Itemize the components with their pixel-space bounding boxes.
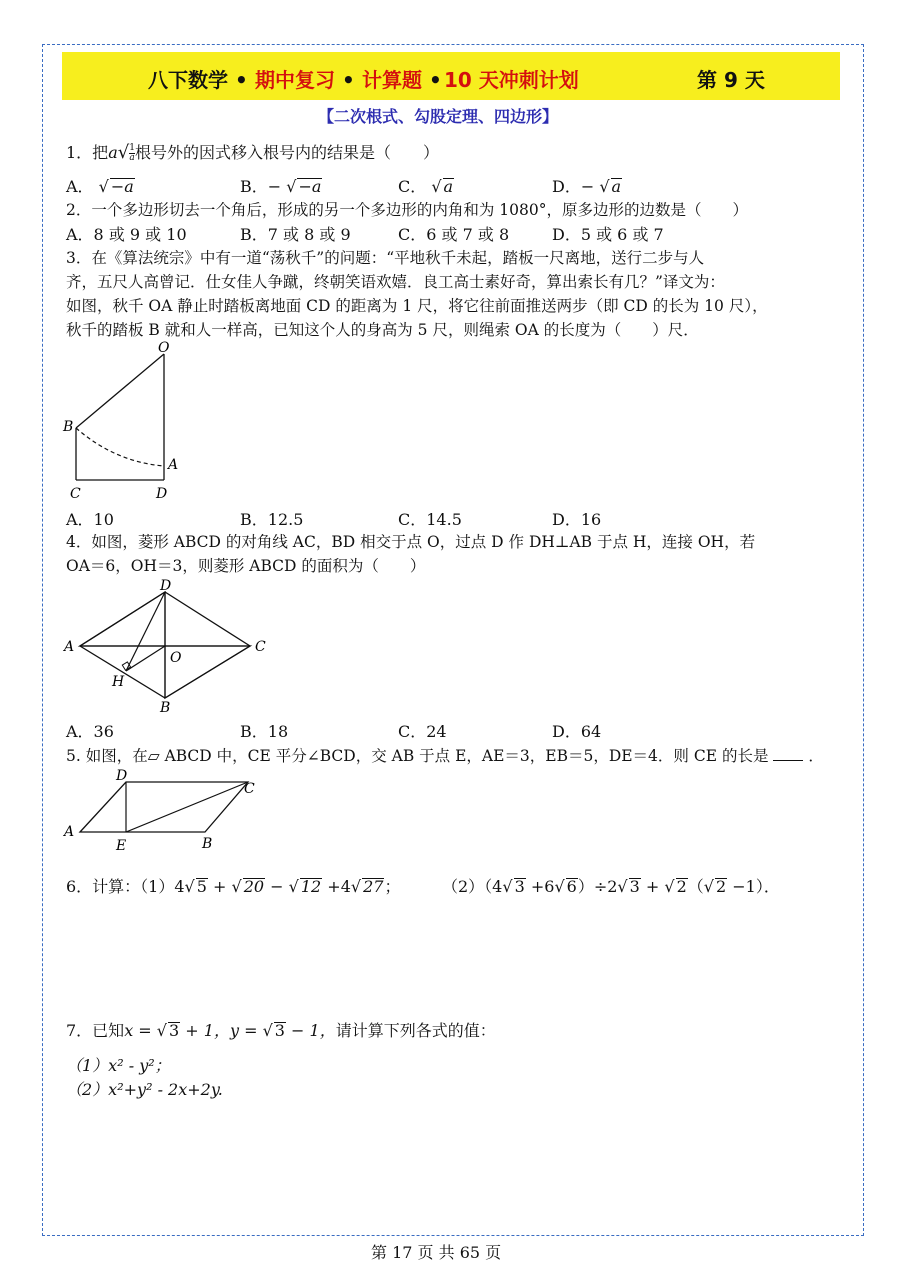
header-part4: 10 天冲刺计划 <box>444 68 579 92</box>
q1-option-c: C． √ a <box>398 177 454 196</box>
q1-option-a: A． √ −a <box>66 177 134 196</box>
q5-answer-blank[interactable] <box>773 760 803 761</box>
q3-line-3: 如图，秋千 OA 静止时踏板离地面 CD 的距离为 1 尺，将它往前面推送两步（即 CD 的长为 10 尺）， <box>66 297 768 315</box>
q3-option-a: A．10 <box>66 510 114 529</box>
label-c: C <box>244 781 255 797</box>
q4-line-2: OA＝6，OH＝3，则菱形 ABCD 的面积为（ ） <box>66 557 426 575</box>
q5-stem: 5. 如图，在▱ ABCD 中，CE 平分∠BCD，交 AB 于点 E，AE＝3，EB＝5，DE＝4．则 CE 的长是 ． <box>66 747 824 765</box>
q4-option-d: D．64 <box>552 722 602 741</box>
label-b: B <box>202 836 213 852</box>
q5-parallelogram-figure <box>60 766 270 856</box>
label-h: H <box>112 674 125 690</box>
q2-option-d: D．5 或 6 或 7 <box>552 225 664 244</box>
rope-ob <box>76 354 164 428</box>
label-d: D <box>116 768 128 784</box>
q3-option-b: B．12.5 <box>240 510 304 529</box>
label-b: B <box>160 700 171 716</box>
q1-fraction: $\frac{1}{a}$ <box>129 143 135 163</box>
header-subtitle: 【二次根式、勾股定理、四边形】 <box>318 107 559 126</box>
q3-swing-figure <box>60 336 190 506</box>
q7-sub1: （1）x² - y²； <box>66 1056 171 1075</box>
q3-line-4: 秋千的踏板 B 就和人一样高，已知这个人的身高为 5 尺，则绳索 OA 的长度为（ ）尺． <box>66 321 699 339</box>
page-footer: 第 17 页 共 65 页 <box>371 1243 502 1262</box>
q4-rhombus-figure <box>60 576 280 716</box>
label-d: D <box>156 486 168 502</box>
label-o: O <box>158 340 170 356</box>
segment-ce <box>126 782 248 832</box>
q4-option-a: A．36 <box>66 722 114 741</box>
q6-part1: 6．计算：（1）4√ 5 + √ 20 − √ 12 +4√ 27； <box>66 877 401 896</box>
q3-line-2: 齐，五尺人高曾记．仕女佳人争蹴，终朝笑语欢嬉．良工高士素好奇，算出索长有几？”译文为： <box>66 273 725 291</box>
q3-option-d: D．16 <box>552 510 602 529</box>
q1-option-b: B．− √ −a <box>240 177 322 196</box>
q1-stem: 1．把a√ $\frac{1}{a}$ 根号外的因式移入根号内的结果是（ ） <box>66 142 439 163</box>
label-b: B <box>63 419 74 435</box>
q2-option-a: A．8 或 9 或 10 <box>66 225 187 244</box>
q4-line-1: 4．如图，菱形 ABCD 的对角线 AC，BD 相交于点 O，过点 D 作 DH⊥AB 于点 H，连接 OH，若 <box>66 533 756 551</box>
q2-option-b: B．7 或 8 或 9 <box>240 225 351 244</box>
label-e: E <box>116 838 127 854</box>
label-o: O <box>170 650 182 666</box>
header-part3: 计算题 • <box>362 68 442 92</box>
header-subject: 八下数学 • <box>148 68 248 92</box>
label-a: A <box>168 457 179 473</box>
q2-stem: 2．一个多边形切去一个角后，形成的另一个多边形的内角和为 1080°，原多边形的边数是（ ） <box>66 201 748 219</box>
q6-part2: （2）（4√ 3 +6√ 6）÷2√ 3 + √ 2（√ 2 −1）． <box>442 877 780 896</box>
header-part2: 期中复习 • <box>255 68 355 92</box>
q2-option-c: C．6 或 7 或 8 <box>398 225 510 244</box>
q7-stem: 7．已知x = √ 3 + 1，y = √ 3 − 1，请计算下列各式的值： <box>66 1021 496 1040</box>
q7-sub2: （2）x²+y² - 2x+2y. <box>66 1080 223 1099</box>
parallelogram-abcd <box>80 782 248 832</box>
label-c: C <box>255 639 266 655</box>
label-c: C <box>70 486 81 502</box>
q1-option-d: D．− √ a <box>552 177 622 196</box>
q3-option-c: C．14.5 <box>398 510 462 529</box>
q3-line-1: 3．在《算法统宗》中有一道“荡秋千”的问题：“平地秋千未起，踏板一尺离地，送行二步与人 <box>66 249 705 267</box>
header-day: 第 9 天 <box>697 68 765 92</box>
label-a: A <box>64 824 75 840</box>
label-d: D <box>160 578 172 594</box>
q4-option-b: B．18 <box>240 722 289 741</box>
q4-option-c: C．24 <box>398 722 447 741</box>
swing-arc <box>76 428 164 466</box>
label-a: A <box>64 639 75 655</box>
